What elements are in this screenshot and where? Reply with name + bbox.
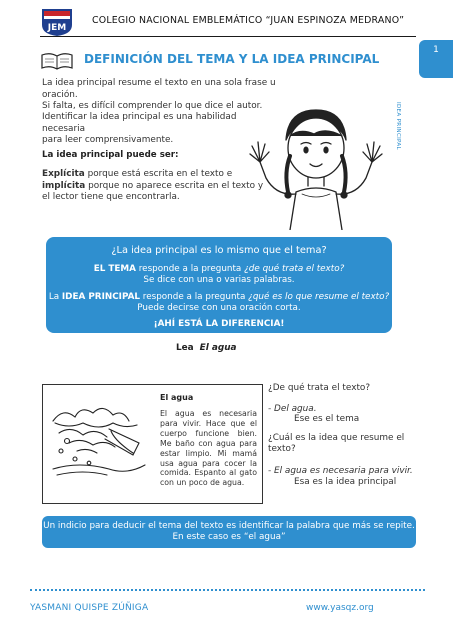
skill-line: para leer comprensivamente. — [42, 135, 174, 146]
read-label: Lea — [176, 343, 194, 353]
story-box — [42, 384, 263, 504]
types-heading: La idea principal puede ser: — [42, 150, 179, 160]
read-title: El agua — [199, 343, 237, 353]
question-main-idea: ¿Cuál es la idea que resume el texto? — [268, 433, 405, 455]
author-name: YASMANI QUISPE ZÚÑIGA — [30, 603, 149, 613]
implicit-term: implícita — [42, 180, 86, 191]
story-text: El agua es necesaria para vivir. Hace que el cuerpo funcione bien. Me baño con agua para estar limpio. Mi mamá usa agua para cocer la comida. Espanto al gato con un poco de agua. — [160, 409, 257, 488]
header-divider — [40, 36, 416, 37]
school-logo-icon — [40, 7, 74, 37]
idea-text: responde a la pregunta — [140, 292, 249, 302]
theme-text: responde a la pregunta — [135, 264, 245, 274]
idea-question: ¿qué es lo que resume el texto? — [248, 292, 390, 302]
explicit-term: Explícita — [42, 169, 85, 179]
page-number-tab — [419, 40, 453, 78]
theme-term: EL TEMA — [93, 264, 136, 274]
difference-text: ¡AHÍ ESTÁ LA DIFERENCIA! — [153, 319, 285, 329]
intro-line: Si falta, es difícil comprender lo que dice el autor. — [42, 101, 263, 112]
water-splash-illustration — [49, 399, 149, 479]
answer-theme-note: Ese es el tema — [294, 414, 360, 424]
girl-illustration — [238, 100, 388, 230]
idea-term: IDEA PRINCIPAL — [61, 292, 140, 302]
answer-theme-text: - Del agua. — [268, 404, 317, 414]
theme-definition — [46, 264, 392, 275]
explicit-text: porque está escrita en el texto e — [84, 169, 233, 179]
idea-lead: La — [48, 292, 62, 302]
side-label: IDEA PRINCIPAL — [395, 102, 401, 150]
answer-main-idea-note: Esa es la idea principal — [294, 477, 397, 487]
school-name: COLEGIO NACIONAL EMBLEMÁTICO “JUAN ESPINOZA MEDRANO” — [92, 15, 405, 26]
hint-note: Un indicio para deducir el tema del texto es identificar la palabra que más se repite. En este caso es “el agua” — [42, 516, 416, 548]
theme-note: Se dice con una o varias palabras. — [143, 275, 295, 285]
skill-line: Identificar la idea principal es una habilidad necesaria — [42, 112, 237, 134]
website-link[interactable]: www.yasqz.org — [306, 603, 374, 613]
idea-definition — [46, 292, 392, 303]
read-instruction — [176, 343, 237, 353]
implicit-continuation: el lector tiene que encontrarla. — [42, 192, 180, 203]
logo-text: JEM — [47, 23, 67, 33]
theme-question: ¿de qué trata el texto? — [244, 264, 345, 274]
page-number: 1 — [433, 45, 439, 55]
callout-question: ¿La idea principal es lo mismo que el tema? — [111, 245, 327, 256]
answer-main-idea-text: - El agua es necesaria para vivir. — [268, 466, 413, 476]
section-title: DEFINICIÓN DEL TEMA Y LA IDEA PRINCIPAL — [84, 52, 380, 66]
question-theme: ¿De qué trata el texto? — [268, 383, 371, 393]
tema-vs-idea-callout — [46, 237, 392, 333]
answer-main-idea — [268, 466, 418, 477]
intro-line: La idea principal resume el texto en una sola frase u oración. — [42, 78, 276, 100]
footer-divider — [30, 589, 425, 591]
story-title: El agua — [160, 393, 194, 402]
implicit-text: porque no aparece escrita en el texto y — [85, 180, 264, 191]
idea-note: Puede decirse con una oración corta. — [137, 303, 301, 313]
open-book-icon — [40, 52, 74, 70]
